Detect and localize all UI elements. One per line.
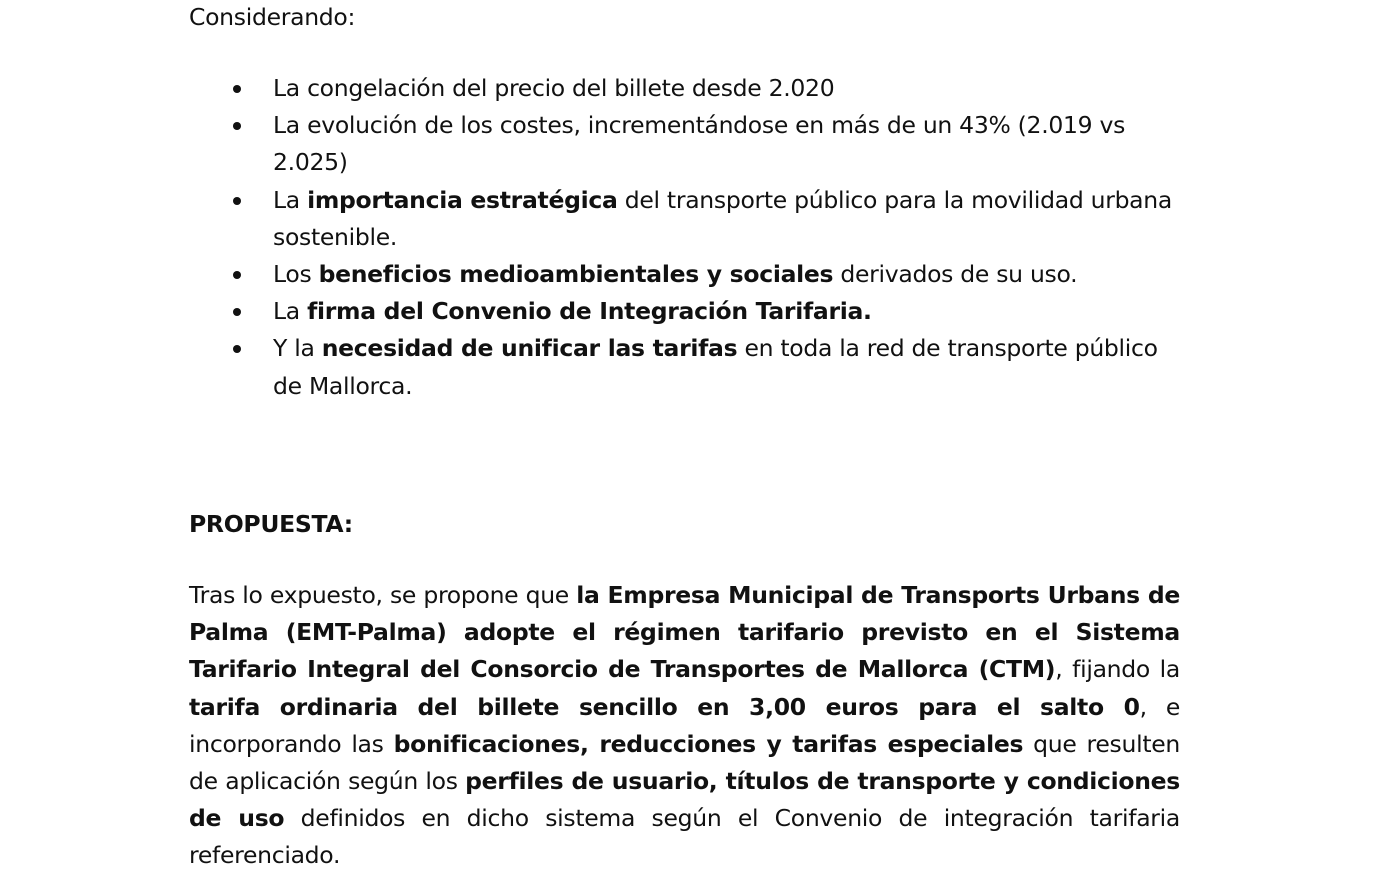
list-item (189, 182, 1180, 256)
proposal-paragraph (189, 577, 1180, 875)
proposal-text: Tras lo expuesto, se propone que (189, 581, 577, 609)
list-item-text: La (273, 297, 308, 326)
list-item-text: La congelación del precio del billete desde 2.020 (273, 74, 835, 102)
proposal-text: , e incorporando las (189, 692, 1180, 758)
list-item-text: del transporte público para la movilidad urbana sostenible. (273, 185, 1172, 251)
bullet-icon (233, 85, 241, 93)
list-item (189, 330, 1180, 404)
proposal-text: que resulten de aplicación según los (189, 729, 1180, 796)
proposal-text: definidos en dicho sistema según el Convenio de integración tarifaria referenciado. (189, 804, 1180, 870)
list-item (189, 256, 1180, 293)
section-heading: PROPUESTA: (189, 510, 353, 538)
list-item-text: Los (273, 260, 319, 289)
emphasis-text: bonificaciones, reducciones y tarifas especiales (393, 729, 1024, 758)
emphasis-text: la Empresa Municipal de Transports Urbans de Palma (EMT-Palma) adopte el régimen tarifario previsto en el Sistema Tarifario Integral del Consorcio de Transportes de Mallorca (CTM) (189, 581, 1180, 684)
emphasis-text: beneficios medioambientales y sociales (318, 260, 834, 289)
emphasis-text: perfiles de usuario, títulos de transporte y condiciones de uso (189, 767, 1180, 833)
bullet-icon (233, 271, 241, 279)
list-item (189, 293, 1180, 330)
bullet-icon (233, 197, 241, 205)
list-item-text: La (273, 185, 308, 214)
list-item-text: en toda la red de transporte público de Mallorca. (273, 334, 1158, 400)
emphasis-text: importancia estratégica (307, 185, 618, 214)
intro-text: Considerando: (189, 3, 356, 31)
list-item (189, 70, 1180, 107)
list-item-text: derivados de su uso. (833, 260, 1078, 289)
proposal-text: , fijando la (1055, 655, 1181, 684)
emphasis-text: tarifa ordinaria del billete sencillo en 3,00 euros para el salto 0 (189, 692, 1140, 721)
bullet-icon (233, 345, 241, 353)
bullet-icon (233, 122, 241, 130)
list-item-text: La evolución de los costes, incrementándose en más de un 43% (2.019 vs 2.025) (273, 111, 1126, 177)
bullet-icon (233, 308, 241, 316)
emphasis-text: firma del Convenio de Integración Tarifaria. (307, 297, 872, 326)
list-item (189, 107, 1180, 181)
list-item-text: Y la (273, 334, 322, 363)
considerations-list (189, 70, 1180, 405)
emphasis-text: necesidad de unificar las tarifas (321, 334, 738, 363)
